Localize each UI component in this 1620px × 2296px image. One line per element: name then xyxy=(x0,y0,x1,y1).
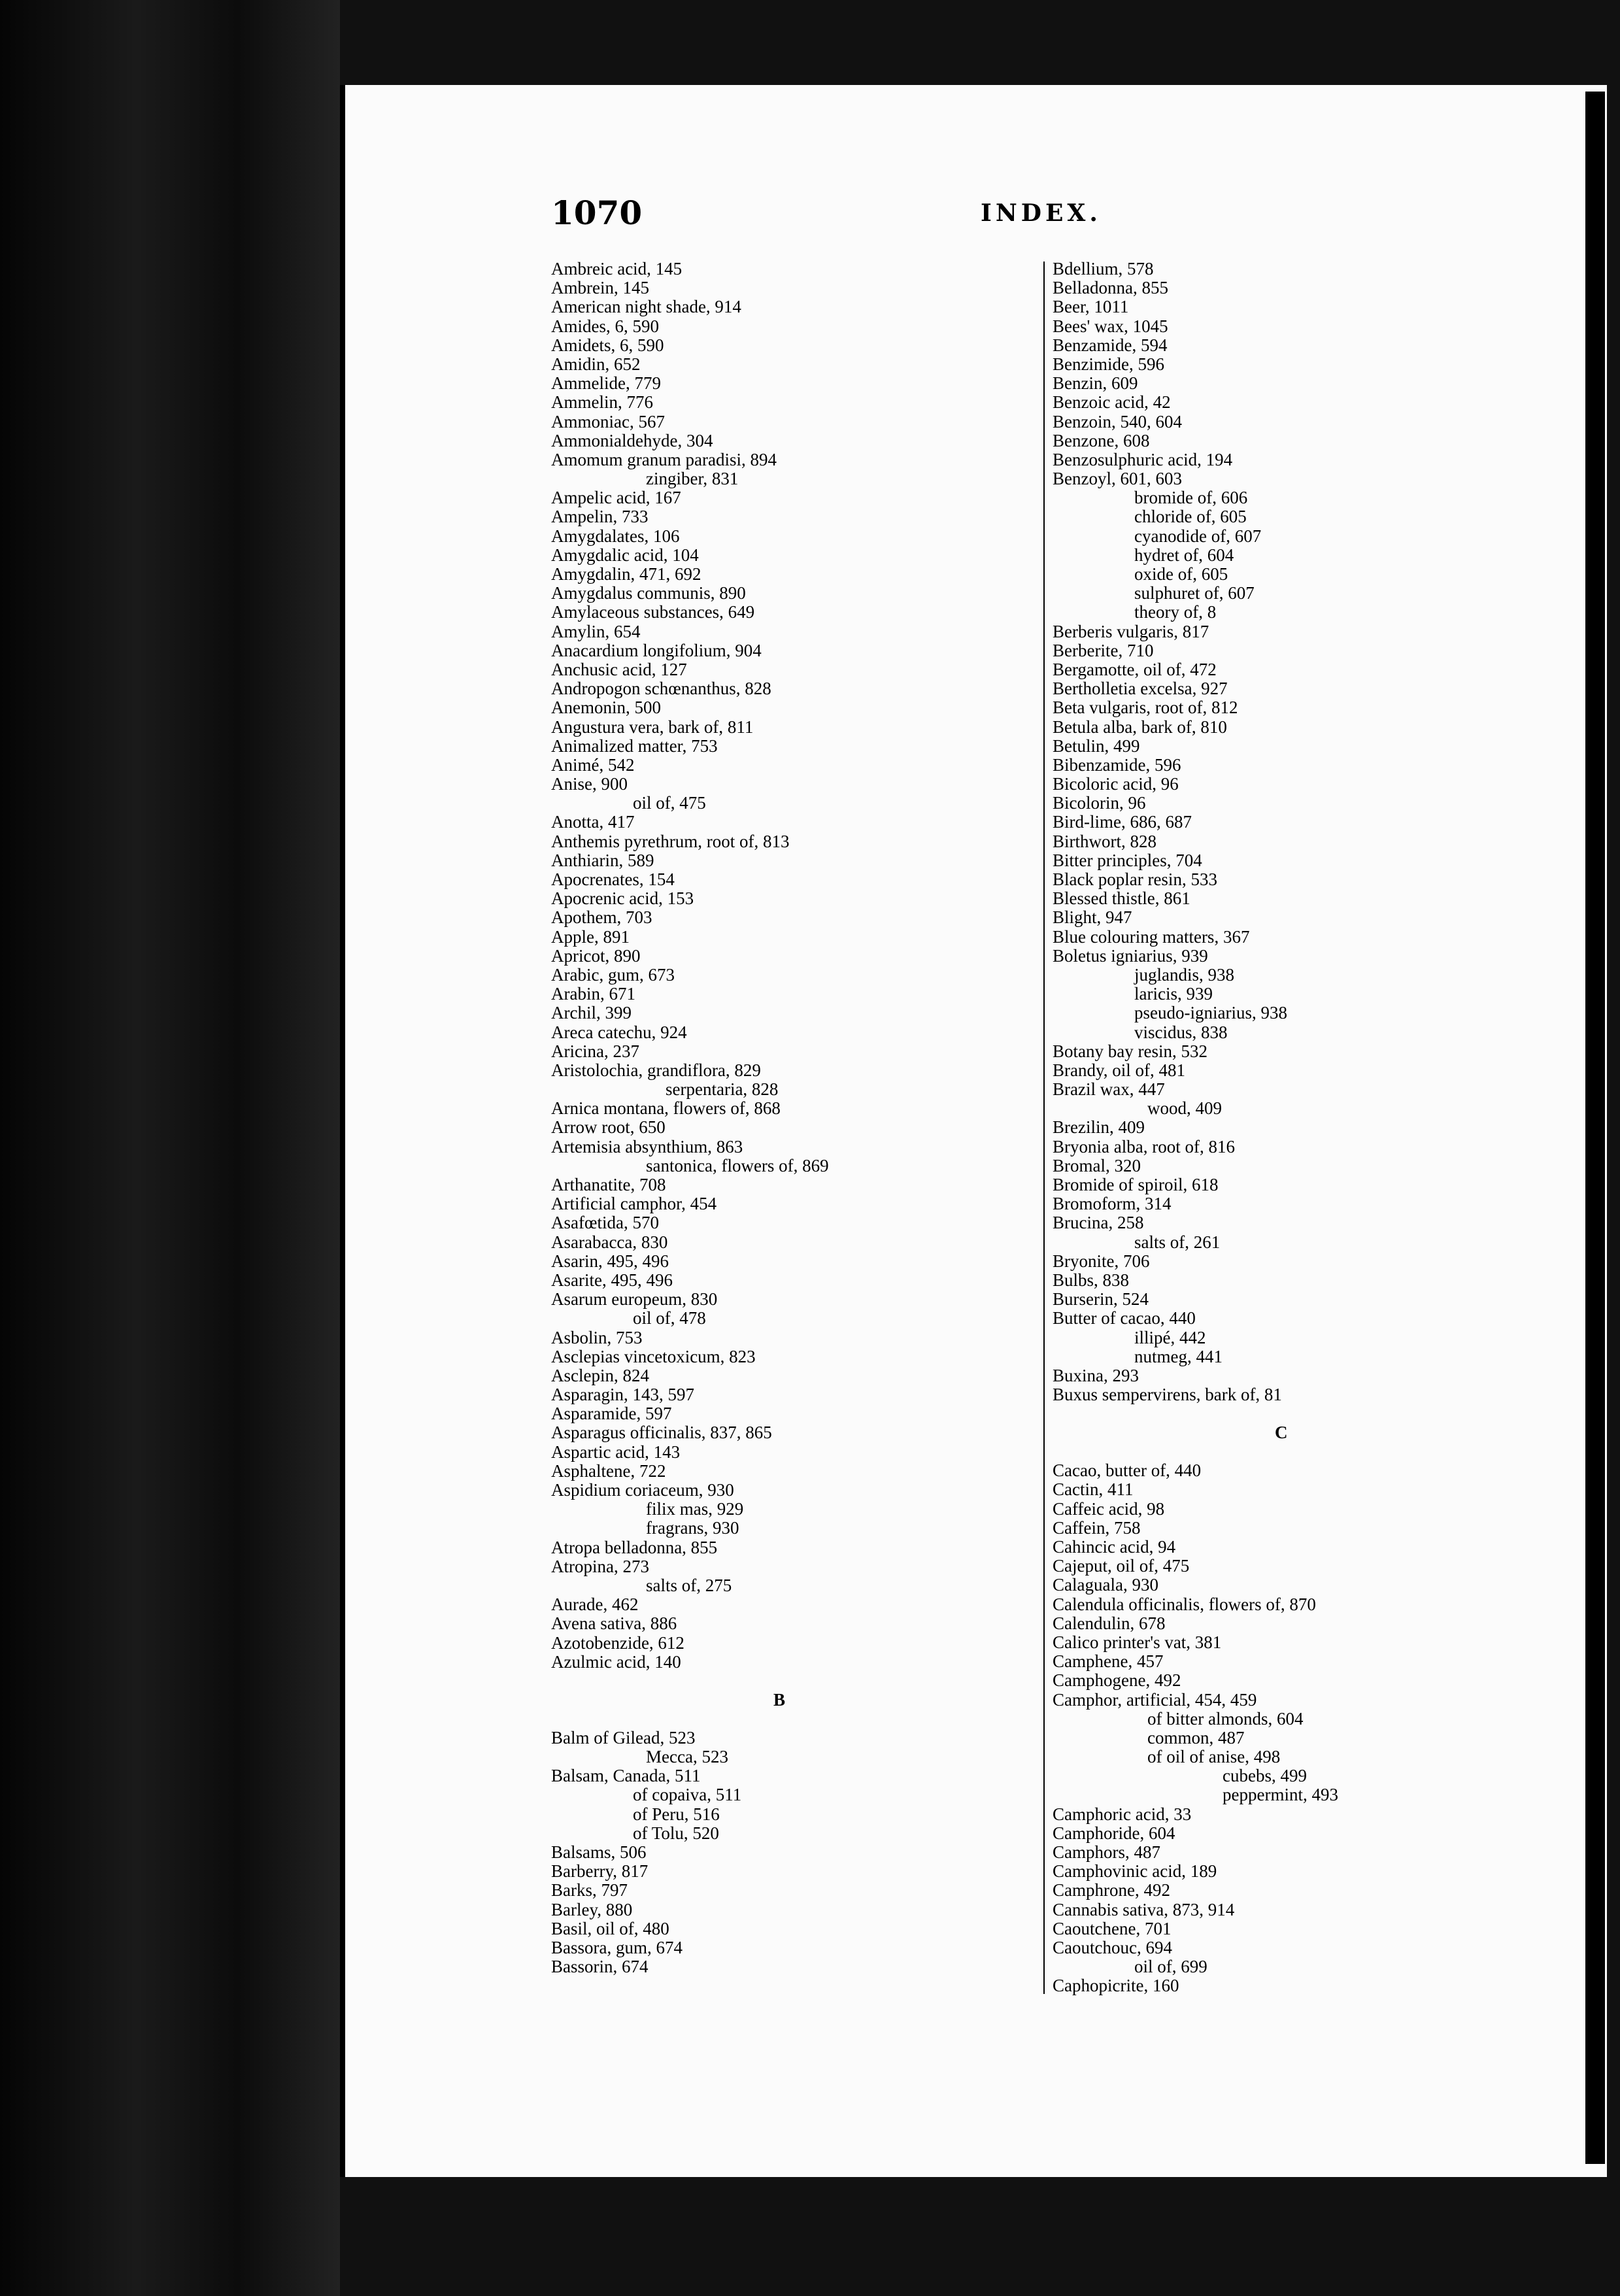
index-entry: Bertholletia excelsa, 927 xyxy=(1053,679,1228,699)
index-entry: Asphaltene, 722 xyxy=(551,1460,666,1481)
index-entry: Arthanatite, 708 xyxy=(551,1175,666,1194)
index-entry: Arrow root, 650 xyxy=(551,1117,666,1138)
index-entry: nutmeg, 441 xyxy=(1134,1346,1223,1366)
index-entry: Anemonin, 500 xyxy=(551,698,661,718)
index-entry: peppermint, 493 xyxy=(1223,1785,1338,1805)
index-entry: wood, 409 xyxy=(1147,1098,1222,1119)
index-entry: Amylin, 654 xyxy=(551,621,641,641)
index-entry: Apothem, 703 xyxy=(551,907,652,928)
index-entry: Anotta, 417 xyxy=(551,812,635,832)
index-entry: Asparagus officinalis, 837, 865 xyxy=(551,1423,772,1443)
index-entry: theory of, 8 xyxy=(1134,602,1217,622)
index-entry: Aricina, 237 xyxy=(551,1041,639,1061)
index-entry: Asbolin, 753 xyxy=(551,1327,643,1347)
index-entry: Andropogon schœnanthus, 828 xyxy=(551,679,771,699)
index-entry: zingiber, 831 xyxy=(646,469,739,489)
index-entry: Ammelide, 779 xyxy=(551,373,661,394)
index-entry: Asparagin, 143, 597 xyxy=(551,1385,694,1405)
index-entry: Caffein, 758 xyxy=(1053,1517,1141,1538)
index-entry: Aurade, 462 xyxy=(551,1595,639,1615)
index-entry: Caffeic acid, 98 xyxy=(1053,1498,1165,1519)
index-entry: Barks, 797 xyxy=(551,1880,628,1900)
index-entry: Berberite, 710 xyxy=(1053,640,1154,660)
index-entry: Asafœtida, 570 xyxy=(551,1213,659,1233)
index-entry: Ambreic acid, 145 xyxy=(551,259,683,279)
index-entry: Anthemis pyrethrum, root of, 813 xyxy=(551,831,790,851)
index-entry: Buxus sempervirens, bark of, 81 xyxy=(1053,1385,1282,1405)
index-entry: Bassorin, 674 xyxy=(551,1957,649,1977)
index-entry: oil of, 478 xyxy=(633,1308,706,1328)
index-entry: Balsam, Canada, 511 xyxy=(551,1766,701,1786)
index-entry: Belladonna, 855 xyxy=(1053,278,1168,298)
index-entry: illipé, 442 xyxy=(1134,1327,1206,1347)
index-entry: salts of, 261 xyxy=(1134,1232,1221,1252)
index-entry: Benzone, 608 xyxy=(1053,430,1150,450)
index-entry: Aristolochia, grandiflora, 829 xyxy=(551,1060,761,1080)
index-entry: Aspartic acid, 143 xyxy=(551,1442,681,1462)
index-entry: Atropa belladonna, 855 xyxy=(551,1537,718,1557)
index-entry: American night shade, 914 xyxy=(551,297,741,317)
index-entry: Amides, 6, 590 xyxy=(551,316,659,336)
index-column-left xyxy=(551,260,1022,1976)
index-entry: Birthwort, 828 xyxy=(1053,831,1156,851)
index-entry: Bryonite, 706 xyxy=(1053,1251,1150,1271)
index-entry: Angustura vera, bark of, 811 xyxy=(551,717,754,737)
index-entry: Camphors, 487 xyxy=(1053,1842,1160,1862)
index-entry: Asarite, 495, 496 xyxy=(551,1270,673,1290)
index-entry: of bitter almonds, 604 xyxy=(1147,1708,1304,1729)
index-entry: Brazil wax, 447 xyxy=(1053,1079,1165,1100)
index-entry: Amygdalus communis, 890 xyxy=(551,583,746,603)
index-entry: Benzamide, 594 xyxy=(1053,335,1168,355)
index-entry: pseudo-igniarius, 938 xyxy=(1134,1003,1287,1023)
index-entry: of Peru, 516 xyxy=(633,1804,720,1824)
index-entry: Brucina, 258 xyxy=(1053,1213,1144,1233)
index-entry: Betulin, 499 xyxy=(1053,735,1140,756)
section-letter: B xyxy=(773,1689,786,1710)
index-entry: Mecca, 523 xyxy=(646,1747,728,1767)
page-title: INDEX. xyxy=(981,199,1102,227)
index-entry: Asclepin, 824 xyxy=(551,1365,649,1385)
index-entry: Camphoride, 604 xyxy=(1053,1823,1175,1843)
index-entry: Ammelin, 776 xyxy=(551,392,653,413)
index-entry: Amomum granum paradisi, 894 xyxy=(551,449,777,469)
index-entry: Bulbs, 838 xyxy=(1053,1270,1130,1290)
index-entry: cubebs, 499 xyxy=(1223,1766,1307,1786)
index-entry: Amygdalic acid, 104 xyxy=(551,545,699,565)
index-entry: Bergamotte, oil of, 472 xyxy=(1053,659,1217,679)
index-entry: Beta vulgaris, root of, 812 xyxy=(1053,698,1238,718)
index-entry: Artemisia absynthium, 863 xyxy=(551,1136,743,1156)
index-entry: Anchusic acid, 127 xyxy=(551,659,687,679)
index-entry: Anthiarin, 589 xyxy=(551,850,654,870)
book-binding xyxy=(0,0,340,2296)
index-entry: santonica, flowers of, 869 xyxy=(646,1155,829,1175)
index-entry: Blue colouring matters, 367 xyxy=(1053,926,1250,947)
index-entry: Blessed thistle, 861 xyxy=(1053,888,1190,909)
index-entry: Barberry, 817 xyxy=(551,1861,649,1882)
index-entry: Boletus igniarius, 939 xyxy=(1053,945,1208,966)
index-entry: juglandis, 938 xyxy=(1134,964,1234,985)
index-entry: Brezilin, 409 xyxy=(1053,1117,1145,1138)
index-entry: Cactin, 411 xyxy=(1053,1479,1134,1500)
index-entry: Amygdalin, 471, 692 xyxy=(551,564,701,584)
index-entry: Asarin, 495, 496 xyxy=(551,1251,669,1271)
index-entry: filix mas, 929 xyxy=(646,1499,744,1519)
index-entry: Animalized matter, 753 xyxy=(551,735,718,756)
index-entry: bromide of, 606 xyxy=(1134,488,1248,508)
index-entry: Balsams, 506 xyxy=(551,1842,647,1862)
index-entry: Bromal, 320 xyxy=(1053,1155,1141,1175)
index-entry: Bicolorin, 96 xyxy=(1053,793,1146,813)
index-entry: Barley, 880 xyxy=(551,1899,633,1919)
page-number: 1070 xyxy=(551,194,643,232)
index-entry: Botany bay resin, 532 xyxy=(1053,1041,1207,1061)
index-entry: hydret of, 604 xyxy=(1134,545,1234,565)
index-entry: Caoutchene, 701 xyxy=(1053,1918,1172,1938)
index-entry: Calendulin, 678 xyxy=(1053,1613,1166,1633)
index-entry: Berberis vulgaris, 817 xyxy=(1053,621,1209,641)
index-entry: Bryonia alba, root of, 816 xyxy=(1053,1136,1235,1156)
index-entry: oil of, 699 xyxy=(1134,1957,1207,1977)
index-entry: Ampelin, 733 xyxy=(551,507,649,527)
index-entry: laricis, 939 xyxy=(1134,984,1213,1004)
index-entry: Animé, 542 xyxy=(551,754,635,775)
index-entry: Brandy, oil of, 481 xyxy=(1053,1060,1185,1080)
index-entry: of Tolu, 520 xyxy=(633,1823,719,1843)
index-entry: Bees' wax, 1045 xyxy=(1053,316,1168,336)
index-entry: Asparamide, 597 xyxy=(551,1404,672,1424)
index-entry: chloride of, 605 xyxy=(1134,507,1247,527)
index-entry: serpentaria, 828 xyxy=(666,1079,779,1100)
index-entry: viscidus, 838 xyxy=(1134,1022,1228,1042)
index-entry: Asclepias vincetoxicum, 823 xyxy=(551,1346,756,1366)
index-entry: Arabic, gum, 673 xyxy=(551,964,675,985)
index-entry: Balm of Gilead, 523 xyxy=(551,1727,696,1747)
index-entry: Benzoic acid, 42 xyxy=(1053,392,1171,413)
index-entry: Bitter principles, 704 xyxy=(1053,850,1202,870)
index-entry: Arnica montana, flowers of, 868 xyxy=(551,1098,781,1119)
index-entry: Basil, oil of, 480 xyxy=(551,1918,669,1938)
index-entry: Bromide of spiroil, 618 xyxy=(1053,1175,1219,1194)
index-entry: Camphoric acid, 33 xyxy=(1053,1804,1192,1824)
index-entry: Apocrenates, 154 xyxy=(551,869,675,889)
index-entry: Camphrone, 492 xyxy=(1053,1880,1170,1900)
index-entry: Apocrenic acid, 153 xyxy=(551,888,694,909)
index-entry: Bibenzamide, 596 xyxy=(1053,754,1181,775)
index-entry: Caoutchouc, 694 xyxy=(1053,1937,1172,1957)
index-entry: oil of, 475 xyxy=(633,793,706,813)
index-entry: Benzin, 609 xyxy=(1053,373,1138,394)
index-entry: Ammonialdehyde, 304 xyxy=(551,430,713,450)
index-entry: Cacao, butter of, 440 xyxy=(1053,1460,1202,1481)
index-entry: Buxina, 293 xyxy=(1053,1365,1139,1385)
index-entry: Camphogene, 492 xyxy=(1053,1670,1181,1691)
index-entry: Azotobenzide, 612 xyxy=(551,1632,684,1653)
index-entry: Bassora, gum, 674 xyxy=(551,1937,683,1957)
index-entry: cyanodide of, 607 xyxy=(1134,526,1262,546)
index-entry: Amidin, 652 xyxy=(551,354,641,374)
index-entry: Betula alba, bark of, 810 xyxy=(1053,717,1227,737)
index-entry: Butter of cacao, 440 xyxy=(1053,1308,1196,1328)
index-entry: Calaguala, 930 xyxy=(1053,1575,1158,1595)
index-entry: Beer, 1011 xyxy=(1053,297,1129,317)
index-entry: Calico printer's vat, 381 xyxy=(1053,1632,1222,1652)
index-entry: Benzosulphuric acid, 194 xyxy=(1053,449,1233,469)
index-entry: Apple, 891 xyxy=(551,926,630,947)
index-entry: common, 487 xyxy=(1147,1727,1245,1747)
index-entry: salts of, 275 xyxy=(646,1575,732,1595)
index-entry: Caphopicrite, 160 xyxy=(1053,1976,1179,1996)
index-entry: oxide of, 605 xyxy=(1134,564,1228,584)
index-entry: Amidets, 6, 590 xyxy=(551,335,664,355)
index-entry: Atropina, 273 xyxy=(551,1556,649,1576)
index-entry: Anise, 900 xyxy=(551,774,628,794)
index-entry: Apricot, 890 xyxy=(551,945,641,966)
index-entry: of oil of anise, 498 xyxy=(1147,1747,1281,1767)
index-entry: Aspidium coriaceum, 930 xyxy=(551,1480,734,1500)
index-entry: Cajeput, oil of, 475 xyxy=(1053,1556,1190,1576)
index-entry: Cahincic acid, 94 xyxy=(1053,1537,1176,1557)
index-entry: Benzoyl, 601, 603 xyxy=(1053,469,1182,489)
index-entry: Amylaceous substances, 649 xyxy=(551,602,755,622)
page-edge xyxy=(1585,92,1605,2164)
index-entry: Arabin, 671 xyxy=(551,984,635,1004)
index-entry: Burserin, 524 xyxy=(1053,1289,1149,1309)
index-entry: Benzimide, 596 xyxy=(1053,354,1164,374)
index-entry: Asarum europeum, 830 xyxy=(551,1289,718,1309)
index-entry: Ambrein, 145 xyxy=(551,278,649,298)
index-entry: Bromoform, 314 xyxy=(1053,1194,1172,1214)
column-divider xyxy=(1043,262,1045,1994)
index-entry: Camphovinic acid, 189 xyxy=(1053,1861,1217,1882)
index-entry: Bdellium, 578 xyxy=(1053,259,1154,279)
index-entry: Bicoloric acid, 96 xyxy=(1053,774,1179,794)
index-entry: sulphuret of, 607 xyxy=(1134,583,1255,603)
index-entry: Calendula officinalis, flowers of, 870 xyxy=(1053,1594,1316,1614)
index-entry: Camphor, artificial, 454, 459 xyxy=(1053,1689,1257,1710)
index-entry: Archil, 399 xyxy=(551,1003,632,1023)
index-entry: Amygdalates, 106 xyxy=(551,526,680,546)
index-entry: Black poplar resin, 533 xyxy=(1053,869,1217,889)
section-letter: C xyxy=(1275,1423,1288,1443)
index-entry: Artificial camphor, 454 xyxy=(551,1194,717,1214)
index-column-right xyxy=(1053,260,1549,1996)
index-entry: Azulmic acid, 140 xyxy=(551,1651,681,1672)
index-entry: Ampelic acid, 167 xyxy=(551,488,681,508)
index-entry: Cannabis sativa, 873, 914 xyxy=(1053,1899,1235,1919)
index-entry: Avena sativa, 886 xyxy=(551,1613,677,1634)
index-entry: Ammoniac, 567 xyxy=(551,411,665,431)
index-entry: of copaiva, 511 xyxy=(633,1785,742,1805)
index-entry: Benzoin, 540, 604 xyxy=(1053,411,1182,431)
index-entry: Asarabacca, 830 xyxy=(551,1232,668,1252)
index-entry: fragrans, 930 xyxy=(646,1518,739,1538)
index-entry: Anacardium longifolium, 904 xyxy=(551,640,762,660)
index-entry: Blight, 947 xyxy=(1053,907,1132,928)
index-entry: Bird-lime, 686, 687 xyxy=(1053,812,1192,832)
index-entry: Camphene, 457 xyxy=(1053,1651,1164,1672)
index-entry: Areca catechu, 924 xyxy=(551,1022,687,1042)
